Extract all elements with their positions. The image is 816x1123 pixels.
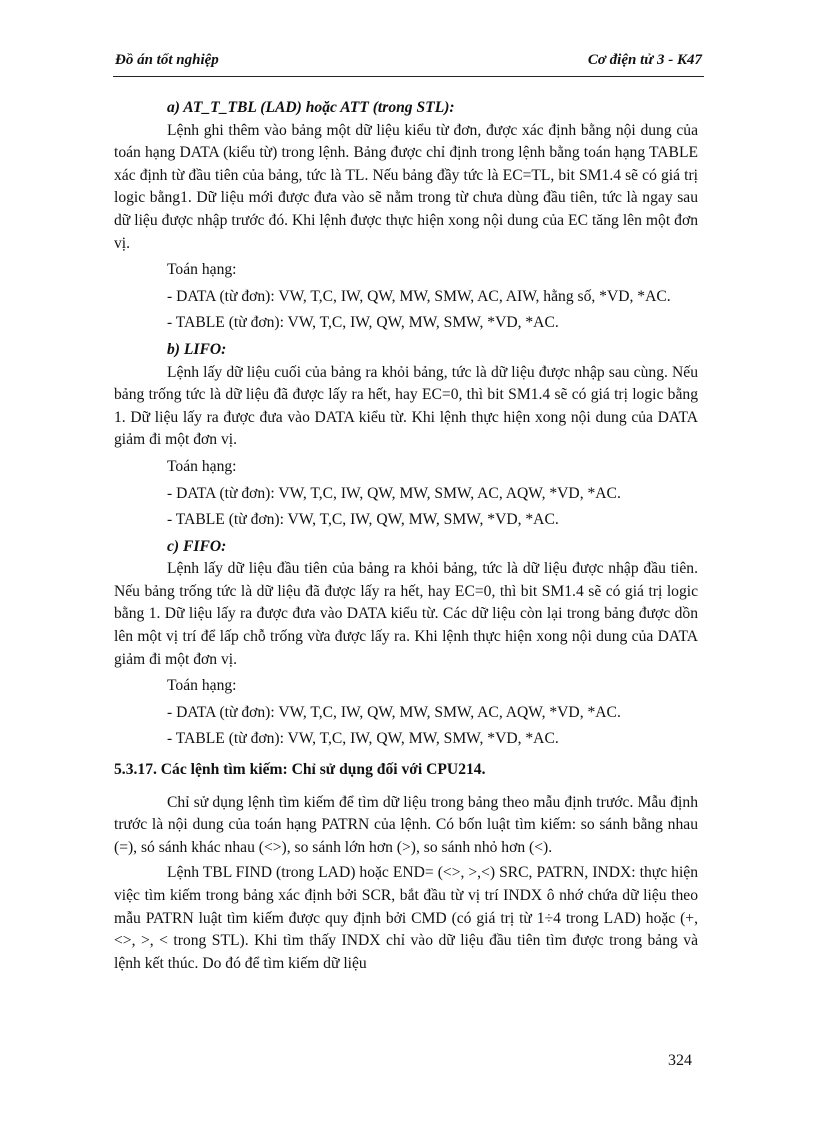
subsection-a-paragraph: Lệnh ghi thêm vào bảng một dữ liệu kiểu từ đơn, được xác định bằng nội dung của toán hạng DATA (kiểu từ) trong lệnh. Bảng được chỉ định trong lệnh bằng toán hạng TABLE xác định từ đầu tiên của bảng, tức là TL. Nếu bảng đầy tức là EC=TL, bit SM1.4 sẽ có giá trị logic bằng1. Dữ liệu mới được đưa vào sẽ nằm trong từ chưa dùng đầu tiên, tức là ngay sau dữ liệu được nhập trước đó. Khi lệnh được thực hiện xong nội dung của EC tăng lên một đơn vị.	[114, 121, 698, 252]
header-left-title: Đồ án tốt nghiệp	[115, 52, 219, 68]
subsection-b-title: b) LIFO:	[167, 340, 227, 358]
section-heading-search: 5.3.17. Các lệnh tìm kiếm: Chỉ sử dụng đối với CPU214.	[114, 761, 486, 779]
subsection-b-operand-label: Toán hạng:	[167, 457, 237, 475]
header-right-title: Cơ điện tử 3 - K47	[587, 52, 702, 68]
subsection-c-table-operands: - TABLE (từ đơn): VW, T,C, IW, QW, MW, SMW, *VD, *AC.	[167, 730, 559, 748]
subsection-a-operand-label: Toán hạng:	[167, 261, 237, 279]
subsection-a-data-operands: - DATA (từ đơn): VW, T,C, IW, QW, MW, SMW, AC, AIW, hằng số, *VD, *AC.	[167, 287, 671, 305]
subsection-c-title: c) FIFO:	[167, 537, 227, 555]
header-divider	[113, 76, 704, 77]
page-number: 324	[668, 1052, 692, 1069]
subsection-b-data-operands: - DATA (từ đơn): VW, T,C, IW, QW, MW, SMW, AC, AQW, *VD, *AC.	[167, 484, 621, 502]
subsection-a-table-operands: - TABLE (từ đơn): VW, T,C, IW, QW, MW, SMW, *VD, *AC.	[167, 314, 559, 332]
page-body	[114, 97, 698, 975]
subsection-b-table-operands: - TABLE (từ đơn): VW, T,C, IW, QW, MW, SMW, *VD, *AC.	[167, 511, 559, 529]
search-paragraph-1: Chỉ sử dụng lệnh tìm kiếm để tìm dữ liệu trong bảng theo mẫu định trước. Mẫu định trước là nội dung của toán hạng PATRN của lệnh. Có bốn luật tìm kiếm: so sánh bằng nhau (=), só sánh khác nhau (<>), so sánh lớn hơn (>), so sánh nhỏ hơn (<).	[114, 793, 698, 856]
search-paragraph-2: Lệnh TBL FIND (trong LAD) hoặc END= (<>, >,<) SRC, PATRN, INDX: thực hiện việc tìm kiếm trong bảng xác định bởi SCR, bắt đầu từ vị trí INDX ô nhớ chứa dữ liệu theo mẫu PATRN luật tìm kiếm được quy định bởi CMD (có giá trị từ 1÷4 trong LAD) hoặc (+, <>, >, < trong STL). Khi tìm thấy INDX chỉ vào dữ liệu đầu tiên tìm được trong bảng và lệnh kết thúc. Do đó để tìm kiếm dữ liệu	[114, 864, 698, 972]
subsection-a-title: a) AT_T_TBL (LAD) hoặc ATT (trong STL):	[167, 99, 455, 116]
subsection-c-operand-label: Toán hạng:	[167, 677, 237, 695]
subsection-b-paragraph: Lệnh lấy dữ liệu cuối của bảng ra khỏi bảng, tức là dữ liệu được nhập sau cùng. Nếu bảng trống tức là dữ liệu đã được lấy ra hết, hay EC=0, thì bit SM1.4 sẽ có giá trị logic bằng 1. Dữ liệu lấy ra được đưa vào DATA kiểu từ. Khi lệnh thực hiện xong nội dung của DATA giảm đi một đơn vị.	[114, 363, 698, 449]
subsection-c-paragraph: Lệnh lấy dữ liệu đầu tiên của bảng ra khỏi bảng, tức là dữ liệu được nhập đầu tiên. Nếu bảng trống tức là dữ liệu đã được lấy ra hết, hay EC=0, thì bit SM1.4 sẽ có giá trị logic bằng 1. Dữ liệu lấy ra được đưa vào DATA kiểu từ. Các dữ liệu còn lại trong bảng được dồn lên một vị trí để lấp chỗ trống vừa được lấy ra. Khi lệnh thực hiện xong nội dung của DATA giảm đi một đơn vị.	[114, 560, 698, 668]
subsection-c-data-operands: - DATA (từ đơn): VW, T,C, IW, QW, MW, SMW, AC, AQW, *VD, *AC.	[167, 703, 621, 721]
